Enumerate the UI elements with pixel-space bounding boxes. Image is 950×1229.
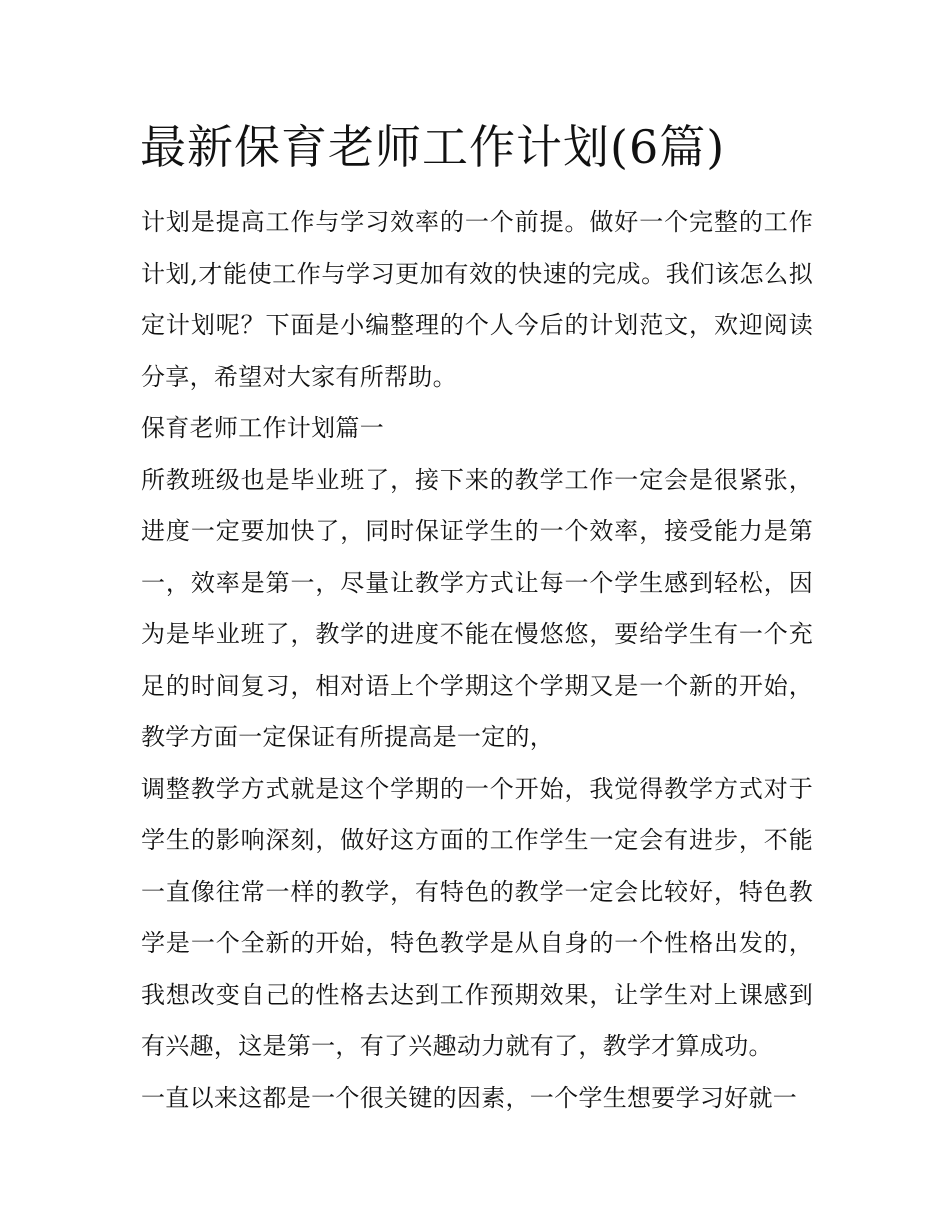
body-paragraph: 一直以来这都是一个很关键的因素，一个学生想要学习好就一	[141, 1083, 798, 1112]
section-heading: 保育老师工作计划篇一	[141, 414, 384, 442]
body-paragraph: 所教班级也是毕业班了，接下来的教学工作一定会是很紧张，进度一定要加快了，同时保证学生的一个效率，接受能力是第一，效率是第一，尽量让教学方式让每一个学生感到轻松，因为是毕业班了，教学的进度不能在慢悠悠，要给学生有一个充足的时间复习，相对语上个学期这个学期又是一个新的开始，教学方面一定保证有所提高是一定的，	[141, 465, 813, 751]
intro-paragraph: 计划是提高工作与学习效率的一个前提。做好一个完整的工作计划,才能使工作与学习更加有效的快速的完成。我们该怎么拟定计划呢？下面是小编整理的个人今后的计划范文，欢迎阅读分享，希望对大家有所帮助。	[141, 208, 813, 391]
document-body	[141, 197, 813, 1124]
body-paragraph: 调整教学方式就是这个学期的一个开始，我觉得教学方式对于学生的影响深刻，做好这方面的工作学生一定会有进步，不能一直像往常一样的教学，有特色的教学一定会比较好，特色教学是一个全新的开始，特色教学是从自身的一个性格出发的，我想改变自己的性格去达到工作预期效果，让学生对上课感到有兴趣，这是第一，有了兴趣动力就有了，教学才算成功。	[141, 774, 813, 1060]
document-title: 最新保育老师工作计划(6篇)	[140, 120, 726, 174]
